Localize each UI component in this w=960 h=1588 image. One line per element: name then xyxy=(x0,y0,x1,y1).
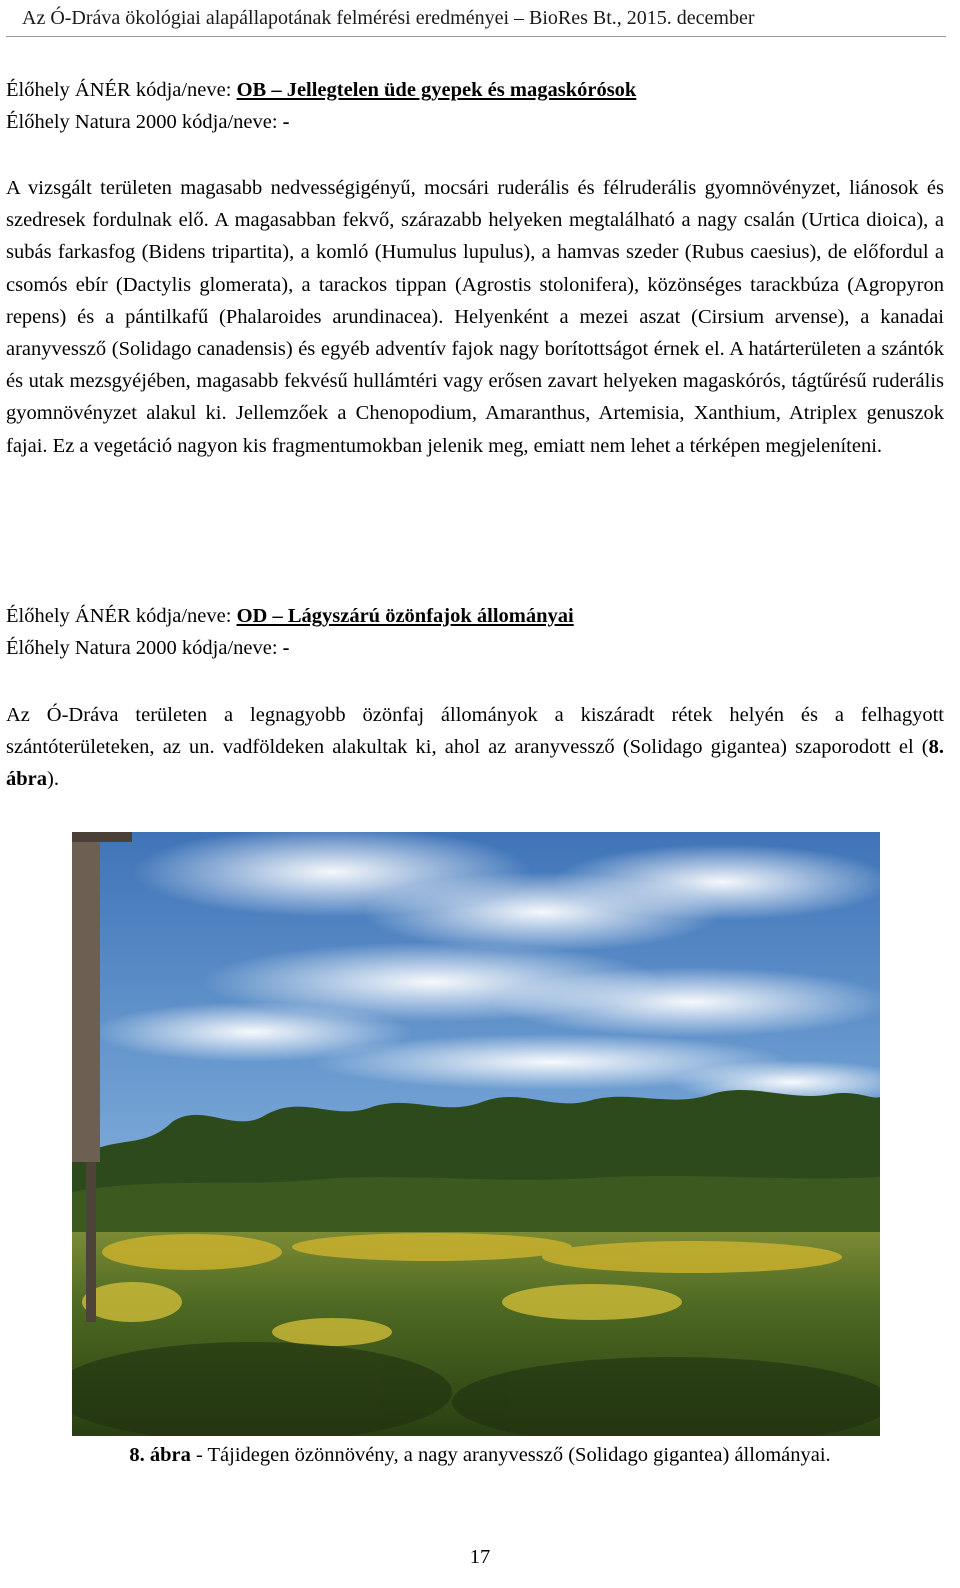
page-number: 17 xyxy=(469,1546,491,1568)
aner-value: OD – Lágyszárú özönfajok állományai xyxy=(236,605,574,627)
aner-label: Élőhely ÁNÉR kódja/neve: xyxy=(6,79,237,101)
natura-label: Élőhely Natura 2000 kódja/neve: xyxy=(6,637,283,659)
natura-value: - xyxy=(282,637,290,659)
figure-reference: 8. ábra xyxy=(6,736,944,791)
habitat-natura-line-od xyxy=(6,634,290,662)
paragraph-od-end: ). xyxy=(47,768,59,791)
paragraph-ob: A vizsgált területen magasabb nedvességigényű, mocsári ruderális és félruderális gyomnövényzet, liánosok és szedresek fordulnak elő. A magasabban fekvő, szárazabb helyeken megtalálható a nagy csalán (Urtica dioica), a subás farkasfog (Bidens tripartita), a komló (Humulus lupulus), a hamvas szeder (Rubus caesius), de előfordul a csomós ebír (Dactylis glomerata), a tarackos tippan (Agrostis stolonifera), közönséges tarackbúza (Agropyron repens) és a pántilkafű (Phalaroides arundinacea). Helyenként a mezei aszat (Cirsium arvense), a kanadai aranyvessző (Solidago canadensis) és egyéb adventív fajok nagy borítottságot érnek el. A határterületen a szántók és utak mezsgyéjében, magasabb fekvésű hullámtéri vagy erősen zavart helyeken magaskórós, tágtűrésű ruderális gyomnövényzet alakul ki. Jellemzőek a Chenopodium, Amaranthus, Artemisia, Xanthium, Atriplex genuszok fajai. Ez a vegetáció nagyon kis fragmentumokban jelenik meg, emiatt nem lehet a térképen megjeleníteni. xyxy=(6,177,944,457)
habitat-aner-line-od xyxy=(6,602,574,630)
figure-caption-text: - Tájidegen özönnövény, a nagy aranyvessző (Solidago gigantea) állományai. xyxy=(190,1444,831,1466)
habitat-aner-line-ob xyxy=(6,76,636,104)
aner-value: OB – Jellegtelen üde gyepek és magaskórósok xyxy=(236,79,637,101)
paragraph-od-text: Az Ó-Dráva területen a legnagyobb özönfaj állományok a kiszáradt rétek helyén és a felhagyott szántóterületeken, az un. vadföldeken alakultak ki, ahol az aranyvessző (Solidago gigantea) szaporodott el ( xyxy=(6,704,944,759)
paragraph-od xyxy=(6,699,944,796)
figure-label: 8. ábra xyxy=(129,1444,191,1466)
aner-label: Élőhely ÁNÉR kódja/neve: xyxy=(6,605,237,627)
habitat-natura-line-ob xyxy=(6,108,290,136)
natura-value: - xyxy=(282,111,290,133)
running-header: Az Ó-Dráva ökológiai alapállapotának felmérési eredményei – BioRes Bt., 2015. december xyxy=(22,7,755,29)
natura-label: Élőhely Natura 2000 kódja/neve: xyxy=(6,111,283,133)
meadow-photo xyxy=(72,832,880,1436)
figure-caption xyxy=(0,1441,960,1469)
header-divider xyxy=(6,36,946,37)
